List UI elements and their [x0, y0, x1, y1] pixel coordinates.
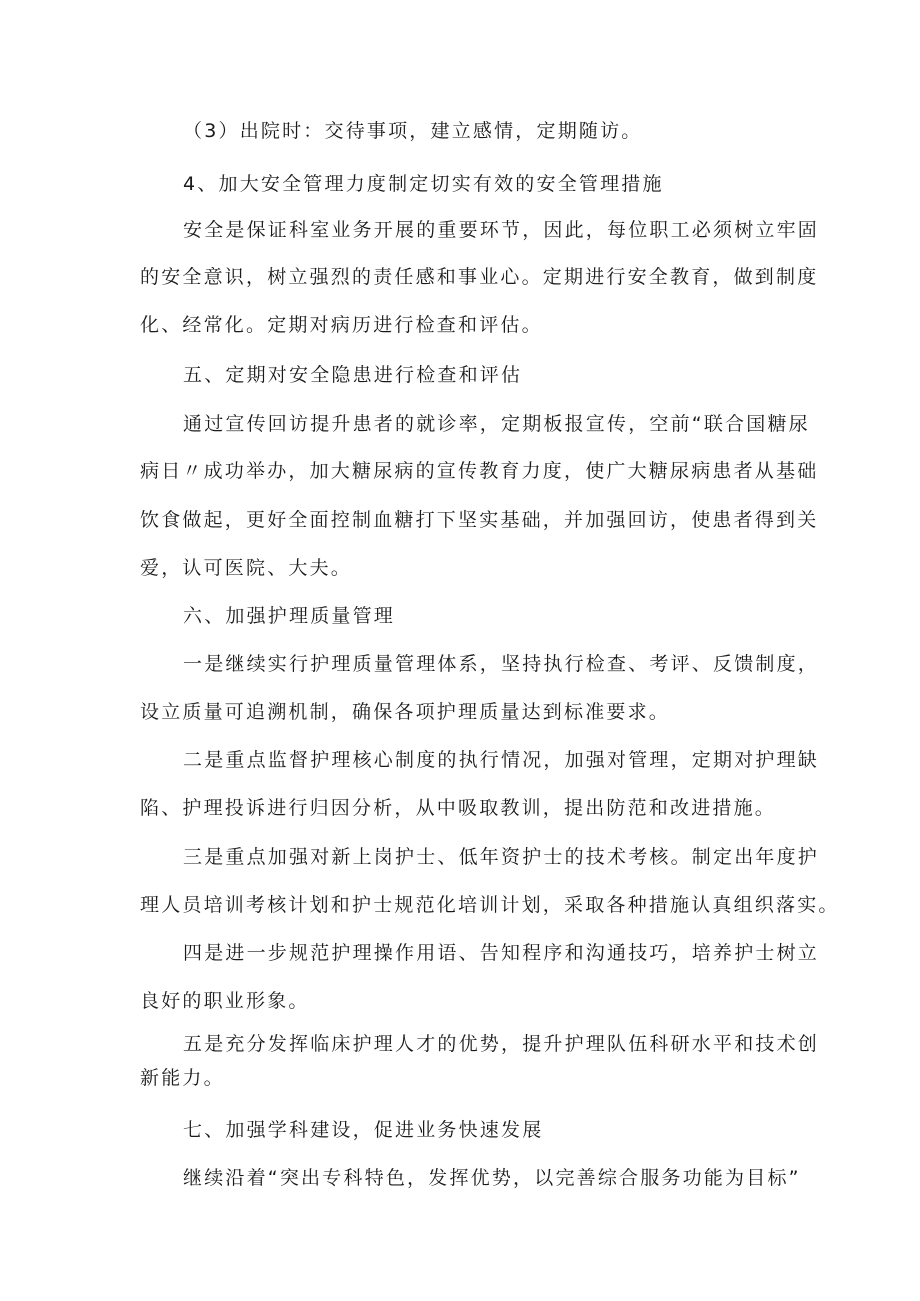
paragraph-line: 的安全意识，树立强烈的责任感和事业心。定期进行安全教育，做到制度 [140, 266, 819, 288]
paragraph-line: 陷、护理投诉进行归因分析，从中吸取教训，提出防范和改进措施。 [140, 797, 777, 819]
section-heading: 五、定期对安全隐患进行检查和评估 [183, 364, 523, 386]
paragraph-line: 爱，认可医院、大夫。 [140, 557, 353, 579]
paragraph-line: （3）出院时：交待事项，建立感情，定期随访。 [183, 120, 643, 142]
paragraph-line: 二是重点监督护理核心制度的执行情况，加强对管理，定期对护理缺 [183, 749, 820, 771]
paragraph-line: 病日〃成功举办，加大糖尿病的宣传教育力度，使广大糖尿病患者从基础 [140, 460, 819, 482]
paragraph-line: 三是重点加强对新上岗护士、低年资护士的技术考核。制定出年度护 [183, 846, 820, 868]
paragraph-line: 继续沿着“突出专科特色，发挥优势，以完善综合服务功能为目标” [183, 1167, 801, 1189]
paragraph-line: 良好的职业形象。 [140, 990, 310, 1012]
paragraph-line: 化、经常化。定期对病历进行检查和评估。 [140, 314, 543, 336]
section-heading: 七、加强学科建设，促进业务快速发展 [183, 1119, 544, 1141]
paragraph-line: 四是进一步规范护理操作用语、告知程序和沟通技巧，培养护士树立 [183, 942, 820, 964]
paragraph-line: 饮食做起，更好全面控制血糖打下坚实基础，并加强回访，使患者得到关 [140, 509, 819, 531]
paragraph-line: 理人员培训考核计划和护士规范化培训计划，采取各种措施认真组织落实。 [140, 894, 840, 916]
section-heading: 4、加大安全管理力度制定切实有效的安全管理措施 [183, 173, 664, 195]
paragraph-line: 设立质量可追溯机制，确保各项护理质量达到标准要求。 [140, 701, 671, 723]
paragraph-line: 五是充分发挥临床护理人才的优势，提升护理队伍科研水平和技术创 [183, 1033, 820, 1055]
paragraph-line: 安全是保证科室业务开展的重要环节，因此，每位职工必须树立牢固 [183, 219, 820, 241]
section-heading: 六、加强护理质量管理 [183, 605, 396, 627]
paragraph-line: 一是继续实行护理质量管理体系，坚持执行检查、考评、反馈制度， [183, 653, 820, 675]
paragraph-line: 通过宣传回访提升患者的就诊率，定期板报宣传，空前“联合国糖尿 [183, 413, 810, 435]
paragraph-line: 新能力。 [140, 1067, 225, 1089]
